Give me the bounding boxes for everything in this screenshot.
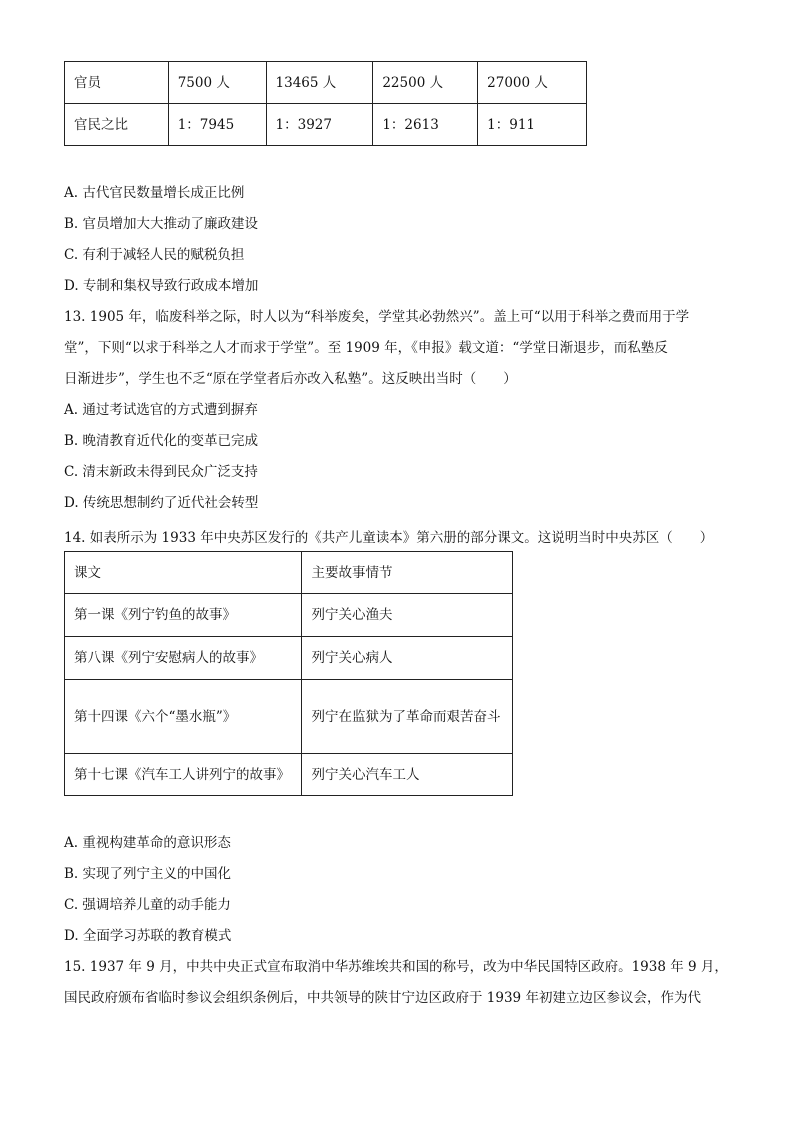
table-header-row bbox=[65, 552, 513, 594]
table-cell: 第十七课《汽车工人讲列宁的故事》 bbox=[65, 754, 302, 796]
table-row bbox=[65, 104, 587, 146]
question-15-line-2: 国民政府颁布省临时参议会组织条例后，中共领导的陕甘宁边区政府于 1939 年初建立边区参议会，作为代 bbox=[64, 990, 701, 1006]
option-b: B. 晚清教育近代化的变革已完成 bbox=[64, 433, 259, 449]
table-cell: 13465 人 bbox=[266, 62, 373, 104]
question-15-line-1: 15. 1937 年 9 月，中共中央正式宣布取消中华苏维埃共和国的称号，改为中华民国特区政府。1938 年 9 月， bbox=[64, 959, 728, 975]
option-c: C. 强调培养儿童的动手能力 bbox=[64, 897, 231, 913]
table-cell: 第一课《列宁钓鱼的故事》 bbox=[65, 594, 302, 637]
option-b: B. 实现了列宁主义的中国化 bbox=[64, 866, 232, 882]
option-c: C. 清末新政未得到民众广泛支持 bbox=[64, 464, 258, 480]
question-13-line-3: 日渐进步”，学生也不乏“原在学堂者后亦改入私塾”。这反映出当时（ ） bbox=[64, 371, 517, 387]
table-cell: 官民之比 bbox=[65, 104, 169, 146]
table-row bbox=[65, 680, 513, 754]
table-cell: 7500 人 bbox=[168, 62, 266, 104]
table-row bbox=[65, 754, 513, 796]
option-d: D. 传统思想制约了近代社会转型 bbox=[64, 495, 259, 511]
table-cell: 22500 人 bbox=[373, 62, 478, 104]
table-cell: 27000 人 bbox=[478, 62, 587, 104]
table-cell: 列宁关心汽车工人 bbox=[302, 754, 513, 796]
question-14-stem: 14. 如表所示为 1933 年中央苏区发行的《共产儿童读本》第六册的部分课文。这说明当时中央苏区（ ） bbox=[64, 530, 714, 546]
table-row bbox=[65, 594, 513, 637]
table-cell: 1：7945 bbox=[168, 104, 266, 146]
option-a: A. 重视构建革命的意识形态 bbox=[64, 835, 231, 851]
cell-text: 列宁在监狱为了革命而艰苦奋斗 bbox=[311, 708, 501, 725]
table-row bbox=[65, 637, 513, 680]
option-d: D. 全面学习苏联的教育模式 bbox=[64, 928, 232, 944]
table-cell: 第十四课《六个“墨水瓶”》 bbox=[65, 680, 302, 754]
option-a: A. 古代官民数量增长成正比例 bbox=[64, 185, 245, 201]
table-cell: 1：3927 bbox=[266, 104, 373, 146]
table-cell: 列宁关心渔夫 bbox=[302, 594, 513, 637]
column-header: 主要故事情节 bbox=[302, 552, 513, 594]
question-13-line-1: 13. 1905 年，临废科举之际，时人以为“科举废矣，学堂其必勃然兴”。盖上可“以用于科举之费而用于学 bbox=[64, 309, 690, 325]
table-cell: 1：911 bbox=[478, 104, 587, 146]
column-header: 课文 bbox=[65, 552, 302, 594]
table-row bbox=[65, 62, 587, 104]
option-a: A. 通过考试选官的方式遭到摒弃 bbox=[64, 402, 258, 418]
table-cell: 第八课《列宁安慰病人的故事》 bbox=[65, 637, 302, 680]
officials-table bbox=[64, 61, 587, 146]
option-c: C. 有利于减轻人民的赋税负担 bbox=[64, 247, 245, 263]
textbook-table bbox=[64, 551, 513, 796]
table-cell: 列宁关心病人 bbox=[302, 637, 513, 680]
table-cell: 1：2613 bbox=[373, 104, 478, 146]
table-cell: 官员 bbox=[65, 62, 169, 104]
option-b: B. 官员增加大大推动了廉政建设 bbox=[64, 216, 259, 232]
option-d: D. 专制和集权导致行政成本增加 bbox=[64, 278, 259, 294]
question-13-line-2: 堂”，下则“以求于科举之人才而求于学堂”。至 1909 年，《申报》载文道：“学堂日渐退步，而私塾反 bbox=[64, 340, 668, 356]
table-cell bbox=[302, 680, 513, 754]
